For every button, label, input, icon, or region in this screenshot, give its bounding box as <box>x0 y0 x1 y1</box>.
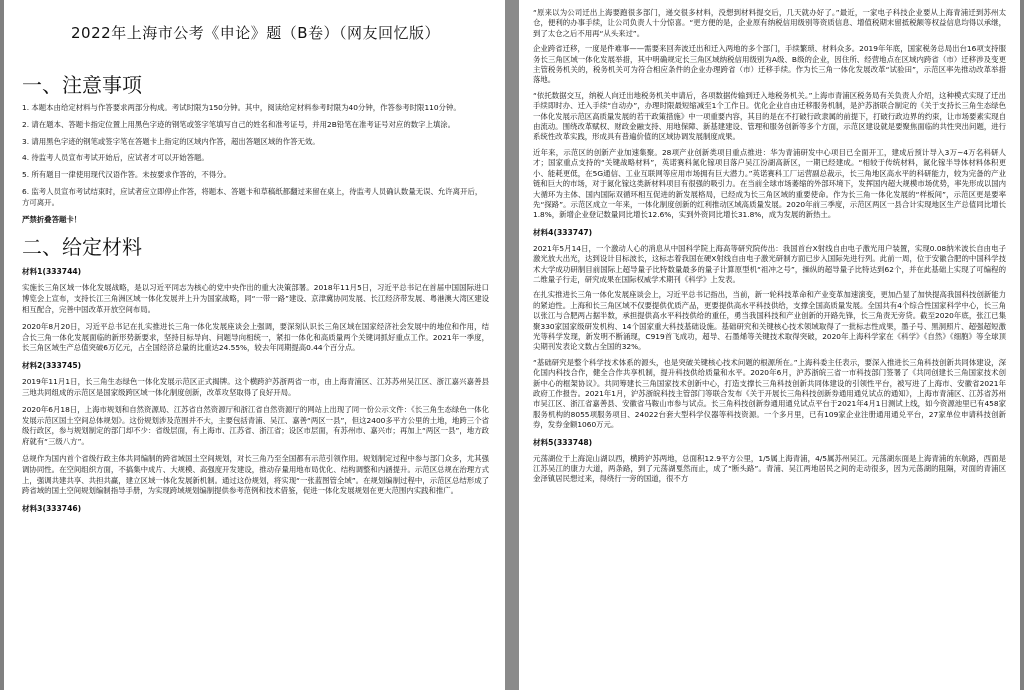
page-right <box>519 0 1020 690</box>
note-item: 1. 本题本由给定材料与作答要求两部分构成。考试时限为150分钟。其中，阅读给定材料参考时限为40分钟，作答参考时限110分钟。 <box>22 103 461 112</box>
note-item: 4. 待监考人员宣布考试开始后，应试者才可以开始答题。 <box>22 153 209 163</box>
paragraph: “原来以为公司迁出上海要跑很多部门，递交很多材料，没想到材料提交后，几天就办好了。”最近，一家电子科技企业要从上海青浦迁到苏州太仓，便利的办事手续，让公司负责人十分惊喜。“更方便的是，企业原有纳税信用级别等资质信息、增值税期末留抵税额等权益信息均得以承继，到了太仓之后不用再“从头来过”。 <box>533 8 1006 38</box>
warning-text: 严禁折叠答题卡！ <box>22 214 82 224</box>
paragraph: 2019年11月1日，长三角生态绿色一体化发展示范区正式揭牌。这个横跨沪苏浙两省一市，由上海青浦区、江苏苏州吴江区、浙江嘉兴嘉善县三地共同组成的示范区是国家级跨区域一体化制度创新，改革攻坚取得了良好开局。 <box>22 377 489 397</box>
page-left <box>4 0 505 690</box>
paragraph: 2020年6月18日，上海市规划和自然资源局、江苏省自然资源厅和浙江省自然资源厅的网站上出现了同一份公示文件：《长三角生态绿色一体化发展示范区国土空间总体规划》。这份规划涉及范围并不大，主要包括青浦、吴江、嘉善“两区一县”，但这2400多平方公里的土地，地跨三个省级行政区，参与规划制定的部门却不少：省级层面，有上海市、江苏省、浙江省；设区市层面，有苏州市、嘉兴市；再加上“两区一县”，地方政府就有“三级八方”。 <box>22 404 489 447</box>
paragraph: 2020年8月20日，习近平总书记在扎实推进长三角一体化发展座谈会上强调，要深刻认识长三角区域在国家经济社会发展中的地位和作用，结合长三角一体化发展面临的新形势新要求，坚持目标导向、问题导向相统一，紧扣一体化和高质量两个关键词抓好重点工作。2021年一季度，长三角区域生产总值突破6万亿元，占全国经济总量的比重达24.55%，较去年同期提高0.44个百分点。 <box>22 321 489 353</box>
paragraph: 2021年5月14日，一个激动人心的消息从中国科学院上海高等研究院传出：我国首台X射线自由电子激光用户装置，实现0.08纳米波长自由电子激光放大出光，达到设计目标波长，这标志着我国在硬X射线自由电子激光研制方面已步入国际先进行列。此前一周，位于安徽合肥的中国科学技术大学成功研制目前国际上超导量子比特数量最多的量子计算原型机“祖冲之号”，操纵的超导量子比特达到62个，并在此基础上实现了可编程的二维量子行走，研究成果在国际权威学术期刊《科学》上发表。 <box>533 243 1006 284</box>
material-label: 材料2(333745) <box>22 361 82 371</box>
note-item: 6. 监考人员宣布考试结束时，应试者应立即停止作答，将题本、答题卡和草稿纸都翻过来留在桌上，待监考人员确认数量无误、允许离开后，方可离开。 <box>22 186 483 207</box>
material-label: 材料1(333744) <box>22 267 82 277</box>
paragraph: 在扎实推进长三角一体化发展座谈会上，习近平总书记指出，当前，新一轮科技革命和产业变革加速演变，更加凸显了加快提高我国科技创新能力的紧迫性。上海和长三角区域不仅要提供优质产品，更要提供高水平科技供给，支撑全国高质量发展。全国共有4个综合性国家科学中心，长三角以张江与合肥两占据半数，承担提供高水平科技供给的重任，勇当我国科技和产业创新的开路先锋，长三角责无旁贷。截至2020年底，张江已集聚330家国家级研发机构、14个国家重大科技基础设施。基础研究和关键核心技术领域取得了一批标志性成果，墨子号、黑洞照片、超强超短激光等科学发现，新发明不断涌现，C919首飞成功，超导、石墨烯等关键技术取得突破，2020年上海科学家在《科学》《自然》《细胞》等全球顶尖期刊发表论文数占全国的32%。 <box>533 290 1007 352</box>
section-heading-notes: 一、注意事项 <box>22 73 142 97</box>
material-label: 材料4(333747) <box>533 227 593 237</box>
material-label: 材料5(333748) <box>533 437 593 447</box>
section-heading-materials: 二、给定材料 <box>22 235 142 260</box>
paragraph: 近年来，示范区的创新产业加速集聚。28项产业创新类项目重点推进：华为青浦研发中心项目已全面开工，建成后预计导入3万~4万名科研人才；国家重点支持的“关键战略材料”，英诺赛科氮化镓项目落户吴江汾湖高新区，一期已经建成。“相较于传统材料，氮化镓半导体材料体积更小、能耗更低，在5G通信、工业互联网等应用市场拥有巨大潜力。”英诺赛科工厂运营副总裁示，长三角地区高水平的科研能力，较为完备的产业链和巨大的市场，对于氮化镓这类新材料项目有很强的吸引力。在当前全球市场萎缩的外部环境下，发挥国内超大规模市场优势，率先形成以国内大循环为主体、国内国际双循环相互促进的新发展格局，已经成为长三角区域的重要使命。作为长三角一体化发展的“样板间”，示范区更是要率先“探路”。示范区成立一年来，一体化制度创新的红利推动区域高质量发展。2020年前三季度，示范区两区一县合计实现地区生产总值同比增长1.8%，新增企业登记数量同比增长12.6%，实到外资同比增长31.8%，成为发展的新热土。 <box>533 147 1007 220</box>
paragraph: 实施长三角区域一体化发展战略，是以习近平同志为核心的党中央作出的重大决策部署。2018年11月5日，习近平总书记在首届中国国际进口博览会上宣布，支持长江三角洲区域一体化发展并上升为国家战略，同“一带一路”建设、京津冀协同发展、长江经济带发展、粤港澳大湾区建设相互配合，完善中国改革开放空间布局。 <box>22 283 489 314</box>
paragraph: “依托数据交互，纳税人向迁出地税务机关申请后，各项数据传输到迁入地税务机关。”上海市青浦区税务局有关负责人介绍，这种模式实现了迁出手续即时办、迁入手续“自动办”，办理时限最短缩减至1个工作日。优化企业自由迁移服务机制，是沪苏浙联合制定的《关于支持长三角生态绿色一体化发展示范区高质量发展的若干政策措施》中一项重要内容，其目的是在不打破行政隶属的前提下，打破行政边界的约束，让市场要素实现自由流动。围绕改革赋权、财政金融支持、用地保障、新基建建设、管理和服务创新等多个方面，示范区建设就是要聚焦面临的共性突出问题，进行系统性改革实践，形成具有普遍价值的区域协调发展制度成果。 <box>533 90 1007 142</box>
page-gap <box>505 0 519 690</box>
material-label: 材料3(333746) <box>22 504 82 514</box>
note-item: 2. 请在题本、答题卡指定位置上用黑色字迹的钢笔或签字笔填写自己的姓名和准考证号，并用2B铅笔在准考证号对应的数字上填涂。 <box>22 119 456 129</box>
page-title: 2022年上海市公考《申论》题（B卷）（网友回忆版） <box>71 24 440 42</box>
paragraph: 企业跨省迁移，一度是件难事——需要来回奔波迁出和迁入两地的多个部门，手续繁琐、材料众多。2019年年底，国家税务总局出台16项支持服务长三角区域一体化发展举措，其中明确规定长三角区域纳税信用级别为A级、B级的企业，因住所、经营地点在区域内跨省（市）迁移涉及变更主管税务机关的，税务机关可为符合相应条件的企业办理跨省（市）迁移手续。作为长三角一体化发展改革“试验田”，示范区率先推动改革举措落地。 <box>533 44 1006 85</box>
note-item: 5. 所有题目一律使用现代汉语作答。未按要求作答的，不得分。 <box>22 170 231 180</box>
paragraph: “基础研究是整个科学技术体系的源头，也是突破关键核心技术问题的根源所在。”上海科委主任表示，要深入推进长三角科技创新共同体建设，深化国内科技合作，健全合作共享机制，提升科技供给质量和水平。2020年6月，沪苏浙皖三省一市科技部门签署了《共同创建长三角国家技术创新中心的框架协议》。共同筹建长三角国家技术创新中心，打造支撑长三角科技创新共同体建设的引领性平台，被写进了上海市、安徽省2021年政府工作报告。2021年1月，沪苏浙皖科技主管部门等联合发布《关于开展长三角科技创新券通用通兑试点的通知》，上海市青浦区、江苏省苏州市吴江区、浙江省嘉善县、安徽省马鞍山市参与试点。长三角科技创新券通用通兑试点平台于2021年4月1日测试上线，如今资源池里已有458家服务机构的8055项服务项目、24022台套大型科学仪器等科技资源。一个多月里，已有109家企业注册通用通兑平台，27家单位申请科技创新券，发券金额1060万元。 <box>533 357 1006 430</box>
paragraph: 元荡湖位于上海淀山湖以西，横跨沪苏两地，总面积12.9平方公里，1/5属上海青浦，4/5属苏州吴江。元荡湖东面是上海青浦的东航路，西面是江苏吴江的康力大道，两条路，到了元荡湖戛然而止，成了“断头路”。青浦、吴江两地居民之间的走动很多，因为元荡湖的阻隔，对面的青浦区金泽镇居民想过来，得绕行一旁的国道，很不方 <box>533 453 1006 484</box>
paragraph: 总规作为国内首个省级行政主体共同编制的跨省域国土空间规划，对长三角乃至全国都有示范引领作用。规划制定过程中参与部门众多，尤其强调协同性。在空间组织方面，不搞集中成片、大规模、高强度开发建设，推动存量用地布局优化、结构调整和内涵提升。示范区总规在治理方式上，强调共建共享、共担共赢，建立区域一体化发展新机制。通过这份规划，将实现“一张蓝图管全域”。在规划编制过程中，示范区总结形成了跨省域的国土空间规划编制指导手册，为实现跨域规划编制提供参考范例和技术借鉴，促进一体化发展规划在更大范围内实践和推广。 <box>22 453 489 496</box>
note-item: 3. 请用黑色字迹的钢笔或签字笔在答题卡上指定的区域内作答，超出答题区域的作答无效。 <box>22 136 320 146</box>
